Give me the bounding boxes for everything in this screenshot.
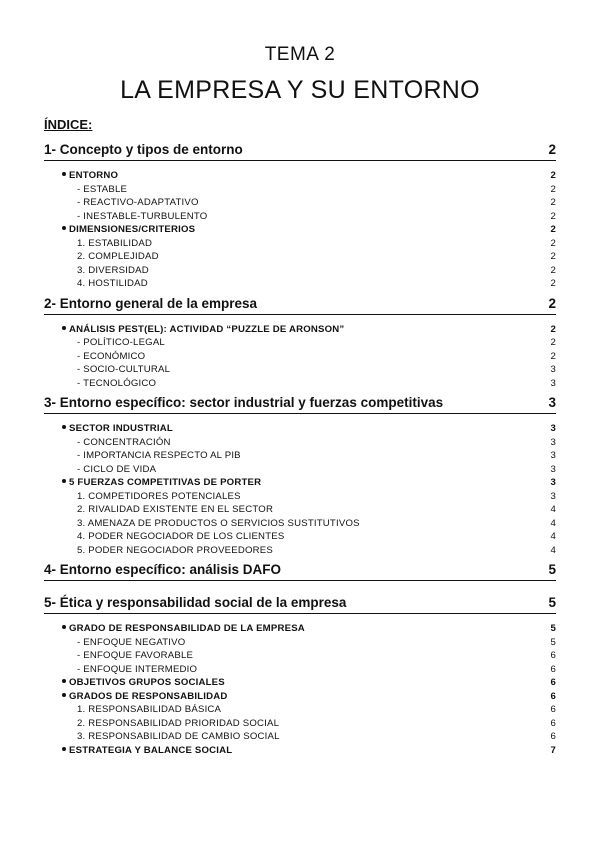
toc-bullet-entry <box>44 744 556 758</box>
toc-section-page: 5 <box>548 595 556 610</box>
toc-bullet-entry <box>44 422 556 436</box>
toc-entry-text <box>77 363 170 377</box>
toc-entry-text <box>62 169 118 183</box>
toc-section-page: 5 <box>548 562 556 577</box>
toc-sub-entry <box>44 703 556 717</box>
toc-section-1 <box>44 140 556 161</box>
toc-entry-text <box>62 422 173 436</box>
toc-sub-entry <box>44 237 556 251</box>
bullet-icon <box>62 172 66 176</box>
bullet-icon <box>62 326 66 330</box>
toc-bullet-entry <box>44 690 556 704</box>
toc-sub-entry <box>44 530 556 544</box>
toc-entry-label: 3. DIVERSIDAD <box>77 264 149 276</box>
toc-entry-text <box>77 703 221 717</box>
toc-entry-label: 2. COMPLEJIDAD <box>77 251 159 262</box>
toc-entry-page: 7 <box>550 744 556 756</box>
toc-entry-page: 6 <box>550 704 556 715</box>
toc-entry-text <box>77 196 199 210</box>
toc-entry-page: 5 <box>550 623 556 634</box>
toc-entry-page: 6 <box>550 677 556 688</box>
toc-sub-entry <box>44 503 556 517</box>
toc-entry-page: 4 <box>550 544 556 556</box>
toc-entry-label: 4. PODER NEGOCIADOR DE LOS CLIENTES <box>77 531 285 542</box>
toc-entry-text <box>77 636 185 650</box>
toc-entry-label: 3. AMENAZA DE PRODUCTOS O SERVICIOS SUSTITUTIVOS <box>77 517 360 529</box>
toc-sub-entry <box>44 544 556 558</box>
toc-entry-label: - ECONÓMICO <box>77 350 146 362</box>
toc-entry-text <box>77 544 273 558</box>
toc-entry-label: ESTRATEGIA Y BALANCE SOCIAL <box>69 744 233 756</box>
toc-sub-entry <box>44 730 556 744</box>
toc-entry-text <box>77 490 241 504</box>
toc-entry-label: 3. RESPONSABILIDAD DE CAMBIO SOCIAL <box>77 731 280 742</box>
index-heading: ÍNDICE: <box>44 117 93 132</box>
toc-sub-entry <box>44 183 556 197</box>
toc-sub-entry <box>44 517 556 531</box>
toc-sub-entry <box>44 350 556 364</box>
toc-entry-label: - POLÍTICO-LEGAL <box>77 337 165 348</box>
toc-entry-page: 3 <box>550 490 556 502</box>
toc-sub-entry <box>44 636 556 650</box>
toc-entry-page: 3 <box>550 450 556 461</box>
toc-entry-page: 6 <box>550 717 556 729</box>
toc-entry-page: 6 <box>550 731 556 742</box>
toc-sub-entry <box>44 363 556 377</box>
toc-entry-page: 3 <box>550 364 556 375</box>
toc-entry-text <box>77 250 159 264</box>
toc-entry-text <box>62 676 225 690</box>
toc-entry-page: 2 <box>550 350 556 362</box>
toc-entry-page: 3 <box>550 377 556 389</box>
toc-entry-label: 5. PODER NEGOCIADOR PROVEEDORES <box>77 544 273 556</box>
toc-entry-text <box>77 717 279 731</box>
toc-entry-label: 1. COMPETIDORES POTENCIALES <box>77 490 241 502</box>
toc-entry-text <box>62 622 305 636</box>
toc-entry-label: GRADO DE RESPONSABILIDAD DE LA EMPRESA <box>69 623 305 634</box>
toc-entry-text <box>62 223 195 237</box>
toc-bullet-entry <box>44 622 556 636</box>
toc-entry-page: 4 <box>550 517 556 529</box>
toc-entry-label: 1. RESPONSABILIDAD BÁSICA <box>77 704 222 715</box>
toc-entry-page: 6 <box>550 690 556 702</box>
toc-entry-label: DIMENSIONES/CRITERIOS <box>69 224 196 235</box>
toc-entry-text <box>77 503 273 517</box>
bullet-icon <box>62 625 66 629</box>
toc-entry-label: 1. ESTABILIDAD <box>77 237 153 249</box>
toc-section-3 <box>44 393 556 414</box>
table-of-contents <box>44 140 556 760</box>
toc-entry-text <box>77 449 241 463</box>
bullet-icon <box>62 479 66 483</box>
toc-entry-text <box>77 517 360 531</box>
toc-bullet-entry <box>44 676 556 690</box>
topic-number: TEMA 2 <box>264 44 336 65</box>
toc-section-page: 2 <box>548 142 556 157</box>
toc-entry-label: - INESTABLE-TURBULENTO <box>77 210 208 222</box>
toc-entry-text <box>77 663 197 677</box>
toc-entry-label: - TECNOLÓGICO <box>77 377 157 389</box>
toc-section-label: 3- Entorno específico: sector industrial y fuerzas competitivas <box>44 395 444 410</box>
toc-entry-text <box>62 476 261 490</box>
toc-section-label: 2- Entorno general de la empresa <box>44 295 258 311</box>
toc-entry-page: 6 <box>550 663 556 675</box>
toc-section-page: 3 <box>548 395 556 410</box>
toc-entry-label: GRADOS DE RESPONSABILIDAD <box>69 690 228 702</box>
toc-bullet-entry <box>44 169 556 183</box>
toc-section-entries <box>44 169 556 291</box>
toc-entry-label: - ENFOQUE INTERMEDIO <box>77 663 198 675</box>
bullet-icon <box>62 226 66 230</box>
toc-bullet-entry <box>44 223 556 237</box>
toc-entry-label: - ENFOQUE FAVORABLE <box>77 650 194 661</box>
toc-entry-label: - IMPORTANCIA RESPECTO AL PIB <box>77 450 241 461</box>
toc-entry-label: 2. RESPONSABILIDAD PRIORIDAD SOCIAL <box>77 717 280 729</box>
toc-entry-text <box>77 530 284 544</box>
toc-entry-page: 4 <box>550 531 556 542</box>
toc-section-4 <box>44 560 556 581</box>
toc-entry-page: 2 <box>550 210 556 222</box>
bullet-icon <box>62 679 66 683</box>
toc-sub-entry <box>44 250 556 264</box>
toc-entry-text <box>62 690 228 704</box>
toc-entry-page: 2 <box>550 197 556 208</box>
toc-section-entries <box>44 422 556 557</box>
toc-entry-page: 6 <box>550 650 556 661</box>
toc-section-label: 1- Concepto y tipos de entorno <box>44 142 243 157</box>
toc-entry-label: 4. HOSTILIDAD <box>77 278 148 289</box>
toc-entry-text <box>62 744 232 758</box>
toc-entry-page: 2 <box>550 251 556 262</box>
toc-entry-page: 2 <box>550 264 556 276</box>
toc-entry-label: - REACTIVO-ADAPTATIVO <box>77 197 199 208</box>
toc-sub-entry <box>44 377 556 391</box>
toc-entry-page: 2 <box>550 237 556 249</box>
toc-entry-label: ENTORNO <box>69 170 119 181</box>
toc-entry-page: 3 <box>550 477 556 488</box>
toc-section-2 <box>44 294 556 315</box>
toc-entry-page: 2 <box>550 183 556 195</box>
toc-entry-text <box>77 350 145 364</box>
bullet-icon <box>62 693 66 697</box>
toc-entry-page: 5 <box>550 636 556 648</box>
toc-entry-text <box>77 649 193 663</box>
toc-section-entries <box>44 323 556 391</box>
toc-section-label: 4- Entorno específico: análisis DAFO <box>44 562 282 577</box>
toc-entry-page: 2 <box>550 278 556 289</box>
toc-sub-entry <box>44 490 556 504</box>
toc-entry-text <box>77 210 207 224</box>
toc-section-page: 2 <box>548 295 556 311</box>
toc-entry-label: - SOCIO-CULTURAL <box>77 364 171 375</box>
toc-sub-entry <box>44 717 556 731</box>
toc-entry-text <box>77 377 156 391</box>
toc-sub-entry <box>44 449 556 463</box>
toc-sub-entry <box>44 277 556 291</box>
toc-sub-entry <box>44 264 556 278</box>
toc-entry-text <box>77 264 149 278</box>
page-title: LA EMPRESA Y SU ENTORNO <box>120 76 480 104</box>
toc-sub-entry <box>44 210 556 224</box>
toc-entry-label: 5 FUERZAS COMPETITIVAS DE PORTER <box>69 477 262 488</box>
toc-entry-page: 3 <box>550 423 556 434</box>
toc-sub-entry <box>44 336 556 350</box>
toc-entry-text <box>77 237 152 251</box>
toc-entry-page: 4 <box>550 504 556 515</box>
toc-entry-text <box>77 730 280 744</box>
toc-sub-entry <box>44 436 556 450</box>
toc-section-label: 5- Ética y responsabilidad social de la empresa <box>44 595 347 610</box>
toc-bullet-entry <box>44 323 556 337</box>
toc-entry-label: 2. RIVALIDAD EXISTENTE EN EL SECTOR <box>77 504 274 515</box>
toc-entry-page: 3 <box>550 463 556 475</box>
toc-bullet-entry <box>44 476 556 490</box>
toc-sub-entry <box>44 196 556 210</box>
toc-sub-entry <box>44 649 556 663</box>
toc-entry-page: 2 <box>550 337 556 348</box>
toc-sub-entry <box>44 663 556 677</box>
toc-entry-label: - ESTABLE <box>77 183 128 195</box>
toc-entry-page: 3 <box>550 436 556 448</box>
toc-sub-entry <box>44 463 556 477</box>
toc-entry-page: 2 <box>550 323 556 335</box>
toc-entry-label: - CONCENTRACIÓN <box>77 436 171 448</box>
toc-entry-text <box>77 277 148 291</box>
toc-entry-text <box>77 463 156 477</box>
toc-entry-label: OBJETIVOS GRUPOS SOCIALES <box>69 677 225 688</box>
toc-entry-page: 2 <box>550 224 556 235</box>
bullet-icon <box>62 425 66 429</box>
bullet-icon <box>62 747 66 751</box>
toc-entry-label: - CICLO DE VIDA <box>77 463 157 475</box>
toc-entry-label: - ENFOQUE NEGATIVO <box>77 636 186 648</box>
toc-entry-text <box>77 183 127 197</box>
toc-entry-text <box>77 436 171 450</box>
toc-entry-label: ANÁLISIS PEST(EL): ACTIVIDAD “PUZZLE DE ARONSON” <box>69 323 345 335</box>
toc-entry-text <box>62 323 344 337</box>
toc-section-entries <box>44 622 556 757</box>
toc-entry-text <box>77 336 165 350</box>
toc-entry-page: 2 <box>550 170 556 181</box>
toc-section-5 <box>44 593 556 614</box>
toc-entry-label: SECTOR INDUSTRIAL <box>69 423 173 434</box>
